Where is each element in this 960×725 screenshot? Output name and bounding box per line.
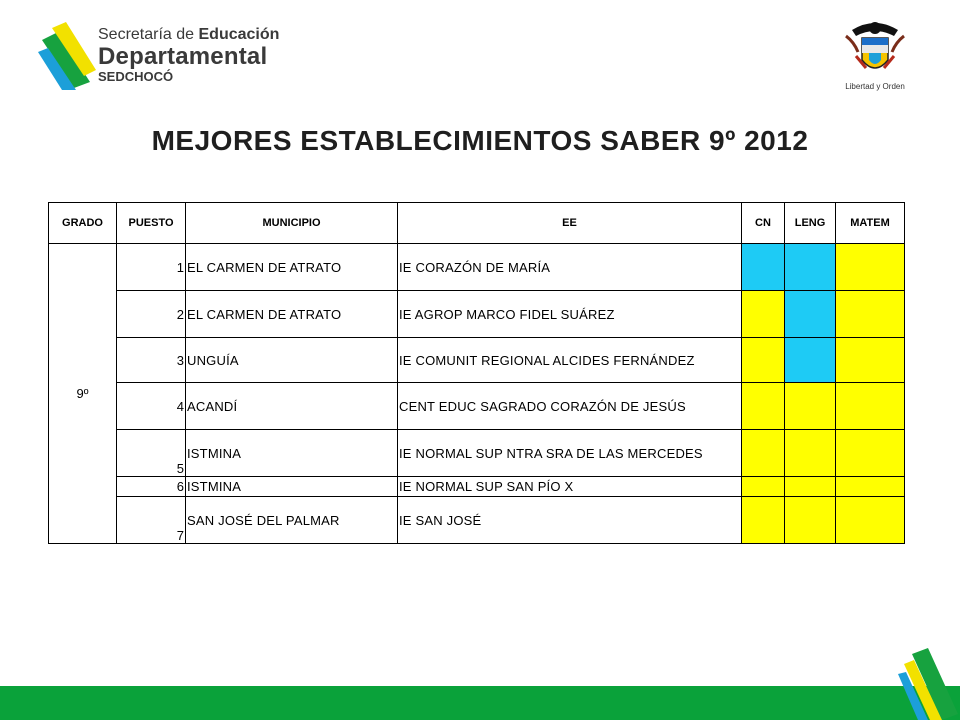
table-row	[49, 244, 905, 291]
municipio-cell: ACANDÍ	[186, 383, 398, 430]
matem-cell	[836, 477, 905, 497]
leng-cell	[785, 244, 836, 291]
matem-cell	[836, 497, 905, 544]
table-row	[49, 497, 905, 544]
table-header-row	[49, 203, 905, 244]
municipio-cell: ISTMINA	[186, 430, 398, 477]
puesto-cell: 1	[117, 244, 186, 291]
col-header-cn: CN	[742, 203, 785, 244]
grade-cell: 9º	[49, 244, 117, 544]
logo-line1	[98, 26, 279, 44]
col-header-puesto: PUESTO	[117, 203, 186, 244]
green-stripes-corner-icon	[898, 648, 958, 720]
table-row	[49, 291, 905, 338]
leng-cell	[785, 338, 836, 383]
cn-cell	[742, 338, 785, 383]
logo-line1-prefix: Secretaría de	[98, 26, 199, 43]
table-row	[49, 338, 905, 383]
matem-cell	[836, 291, 905, 338]
cn-cell	[742, 477, 785, 497]
cn-cell	[742, 430, 785, 477]
municipio-cell: EL CARMEN DE ATRATO	[186, 244, 398, 291]
table-row	[49, 477, 905, 497]
matem-cell	[836, 430, 905, 477]
cn-cell	[742, 291, 785, 338]
municipio-cell: ISTMINA	[186, 477, 398, 497]
col-header-leng: LENG	[785, 203, 836, 244]
logo-line3: SEDCHOCÓ	[98, 69, 174, 84]
cn-cell	[742, 383, 785, 430]
puesto-cell: 6	[117, 477, 186, 497]
matem-cell	[836, 244, 905, 291]
puesto-cell: 2	[117, 291, 186, 338]
ee-cell: IE AGROP MARCO FIDEL SUÁREZ	[398, 291, 742, 338]
leng-cell	[785, 291, 836, 338]
ee-cell: IE SAN JOSÉ	[398, 497, 742, 544]
col-header-grado: GRADO	[49, 203, 117, 244]
leng-cell	[785, 497, 836, 544]
results-table	[48, 202, 905, 544]
sedchoco-logo-stripes-icon	[36, 18, 106, 90]
municipio-cell: EL CARMEN DE ATRATO	[186, 291, 398, 338]
logo-line2: Departamental	[98, 43, 268, 70]
matem-cell	[836, 338, 905, 383]
col-header-municipio: MUNICIPIO	[186, 203, 398, 244]
leng-cell	[785, 430, 836, 477]
table-row	[49, 430, 905, 477]
ee-cell: IE NORMAL SUP SAN PÍO X	[398, 477, 742, 497]
puesto-cell: 4	[117, 383, 186, 430]
ee-cell: IE CORAZÓN DE MARÍA	[398, 244, 742, 291]
page-title: MEJORES ESTABLECIMIENTOS SABER 9º 2012	[151, 125, 809, 156]
cn-cell	[742, 244, 785, 291]
logo-line1-bold: Educación	[198, 26, 280, 43]
col-header-ee: EE	[398, 203, 742, 244]
leng-cell	[785, 477, 836, 497]
puesto-cell: 7	[117, 497, 186, 544]
municipio-cell: SAN JOSÉ DEL PALMAR	[186, 497, 398, 544]
footer-bar	[0, 686, 960, 720]
cn-cell	[742, 497, 785, 544]
crest-caption: Libertad y Orden	[845, 82, 905, 91]
leng-cell	[785, 383, 836, 430]
puesto-cell: 3	[117, 338, 186, 383]
table-row	[49, 383, 905, 430]
ee-cell: IE NORMAL SUP NTRA SRA DE LAS MERCEDES	[398, 430, 742, 477]
col-header-matem: MATEM	[836, 203, 905, 244]
ee-cell: CENT EDUC SAGRADO CORAZÓN DE JESÚS	[398, 383, 742, 430]
puesto-cell: 5	[117, 430, 186, 477]
matem-cell	[836, 383, 905, 430]
ee-cell: IE COMUNIT REGIONAL ALCIDES FERNÁNDEZ	[398, 338, 742, 383]
municipio-cell: UNGUÍA	[186, 338, 398, 383]
logo-wordmark	[98, 26, 279, 84]
